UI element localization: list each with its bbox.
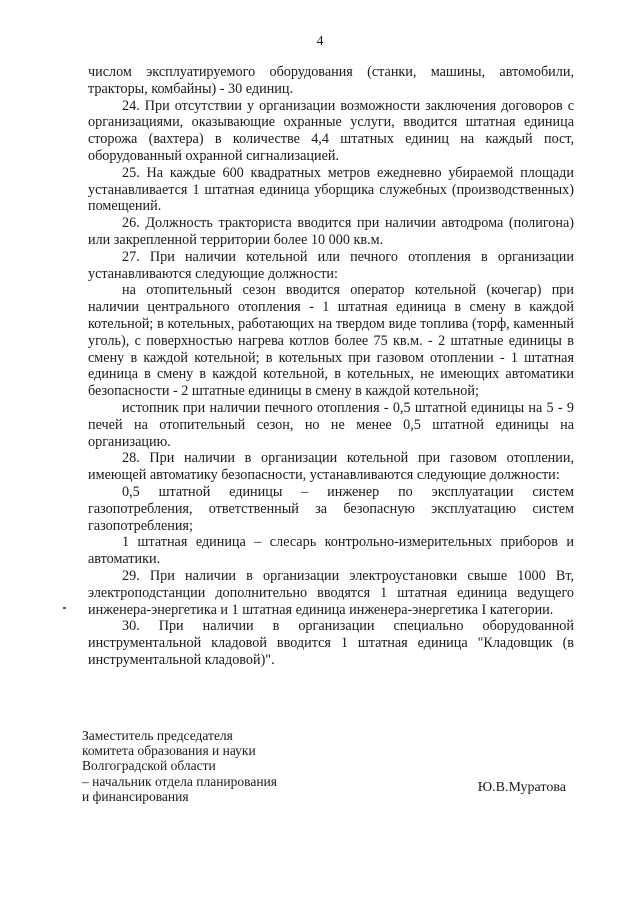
- paragraph-27-boiler-operator: на отопительный сезон вводится оператор котельной (кочегар) при наличии центрального отопления - 1 штатная единица в смену в каждой котельной; в котельных, работающих на твердом виде топлива (торф, каменный уголь), с поверхностью нагрева котлов более 75 кв.м. - 2 штатные единицы в смену в каждой котельной; в котельных при газовом отоплении - 1 штатная единица в смену в каждой котельной, в котельных, не имеющих автоматики безопасности - 2 штатные единицы в смену в каждой котельной;: [88, 282, 574, 400]
- signature-line: Заместитель председателя: [82, 728, 233, 743]
- paragraph-26: 26. Должность тракториста вводится при наличии автодрома (полигона) или закрепленной территории более 10 000 кв.м.: [88, 215, 574, 248]
- paragraph-29: 29. При наличии в организации электроустановки свыше 1000 Вт, электроподстанции дополнительно вводятся 1 штатная единица ведущего инженера-энергетика и 1 штатная единица инженера-энергетика I категории.: [88, 567, 574, 618]
- paragraph-28-engineer: 0,5 штатной единицы – инженер по эксплуатации систем газопотребления, ответственный за безопасную эксплуатацию систем газопотребления;: [88, 483, 574, 534]
- paragraph-24: 24. При отсутствии у организации возможности заключения договоров с организациями, оказывающие охранные услуги, вводится штатная единица сторожа (вахтера) в количестве 4,4 штатных единиц на каждый пост, оборудованный охранной сигнализацией.: [88, 97, 574, 164]
- signature-line: и финансирования: [82, 788, 189, 804]
- document-body: [88, 64, 574, 669]
- signature-line: – начальник отдела планирования: [82, 773, 277, 789]
- paragraph-25: 25. На каждые 600 квадратных метров ежедневно убираемой площади устанавливается 1 штатная единица уборщика служебных (производственных) помещений.: [88, 164, 574, 215]
- paragraph-continuation: числом эксплуатируемого оборудования (станки, машины, автомобили, тракторы, комбайны) - 30 единиц.: [88, 64, 574, 97]
- paragraph-28-fitter: 1 штатная единица – слесарь контрольно-измерительных приборов и автоматики.: [88, 534, 574, 568]
- paragraph-27: 27. При наличии котельной или печного отопления в организации устанавливаются следующие должности:: [88, 248, 574, 282]
- signature-line: Волгоградской области: [82, 758, 216, 774]
- signature-line: комитета образования и науки: [82, 743, 256, 759]
- paragraph-28: 28. При наличии в организации котельной при газовом отоплении, имеющей автоматику безопасности, устанавливаются следующие должности:: [88, 450, 574, 484]
- signer-name: Ю.В.Муратова: [477, 780, 566, 795]
- page-number: 4: [316, 34, 324, 49]
- paragraph-27-stoker: истопник при наличии печного отопления - 0,5 штатной единицы на 5 - 9 печей на отопительный сезон, но не менее 0,5 штатной единицы на организацию.: [88, 399, 574, 450]
- margin-mark: [63, 607, 66, 609]
- paragraph-30: 30. При наличии в организации специально оборудованной инструментальной кладовой вводится 1 штатная единица "Кладовщик (в инструментальной кладовой)".: [88, 618, 574, 668]
